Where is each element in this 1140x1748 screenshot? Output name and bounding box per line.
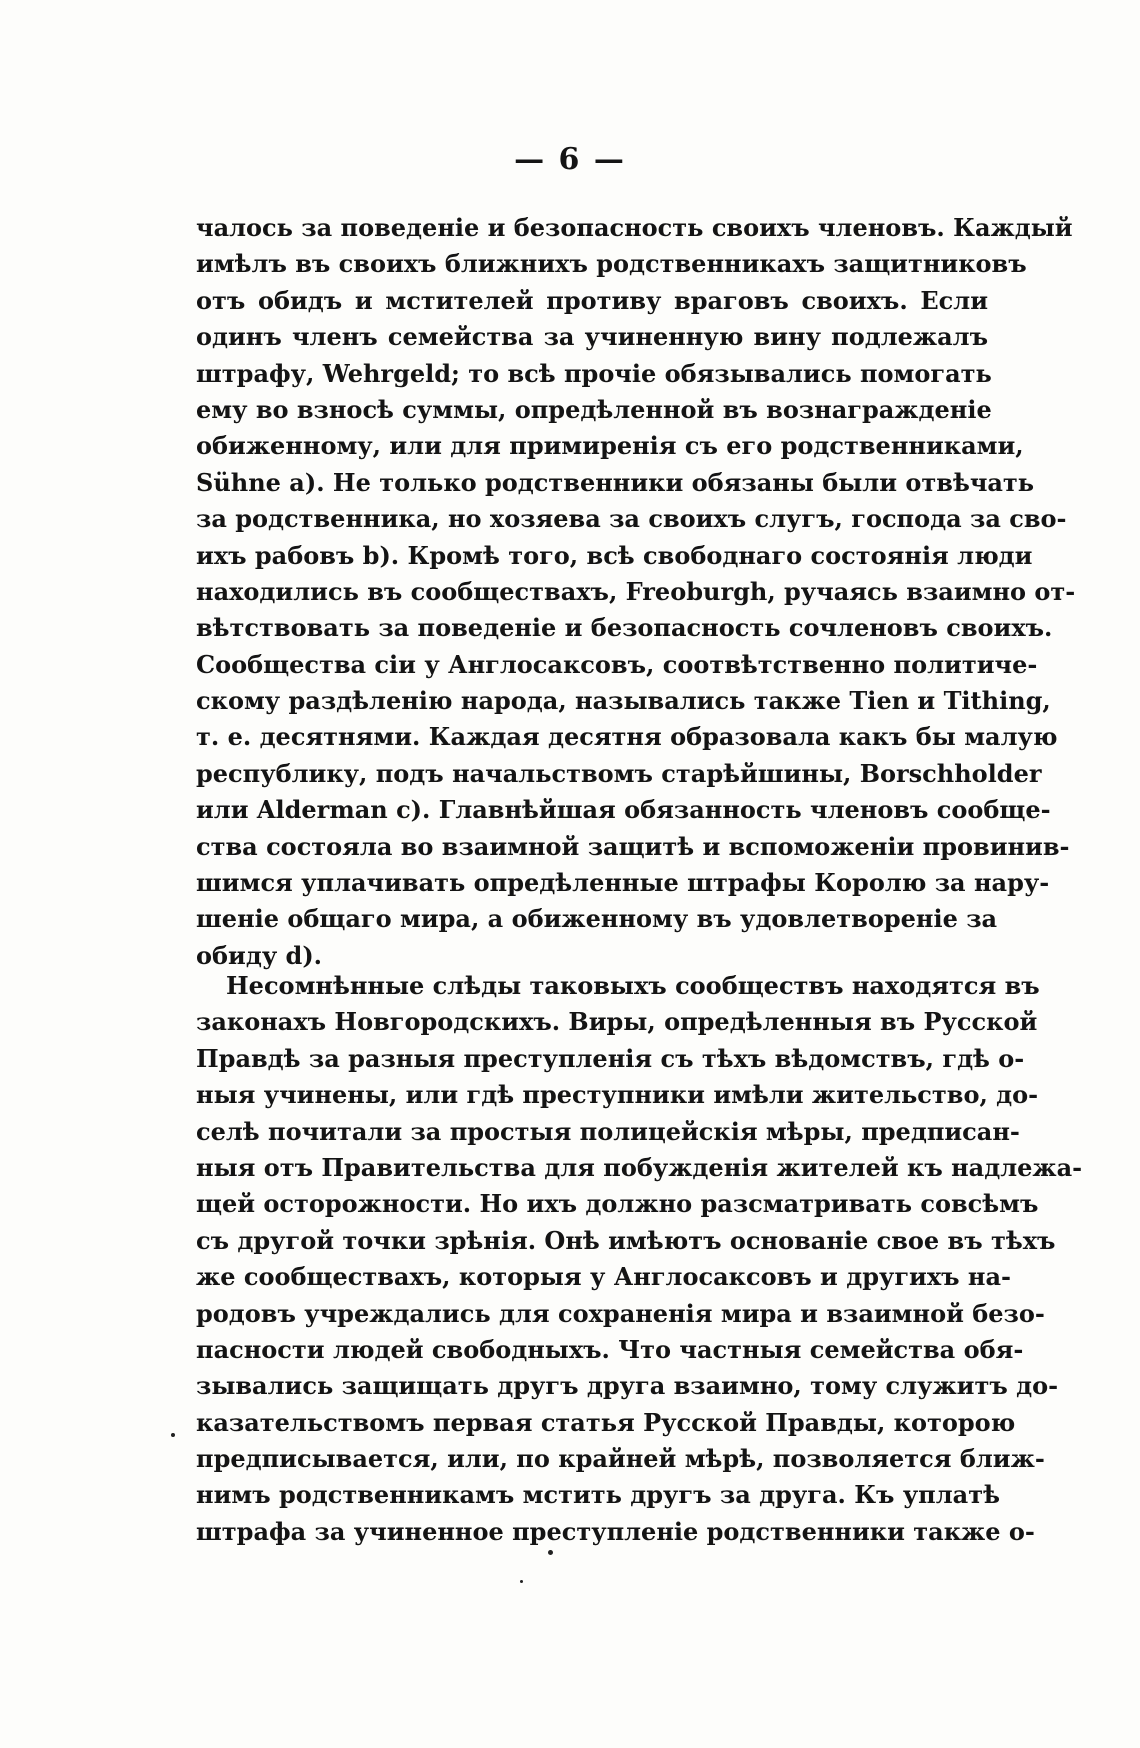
text-line: предписывается, или, по крайней мѣрѣ, позволяется ближ- (196, 1444, 1045, 1474)
text-line: одинъ членъ семейства за учиненную вину подлежалъ (196, 322, 988, 352)
text-line: Сообщества сіи у Англосаксовъ, соотвѣтственно политиче- (196, 649, 1038, 679)
text-line: ныя учинены, или гдѣ преступники имѣли жительство, до- (196, 1080, 1039, 1110)
page-number: — 6 — (514, 142, 626, 177)
text-line: находились въ сообществахъ, Freoburgh, ручаясь взаимно от- (196, 576, 1076, 606)
text-line: родовъ учреждались для сохраненія мира и взаимной безо- (196, 1298, 1045, 1328)
text-line: законахъ Новгородскихъ. Виры, опредѣленныя въ Русской (196, 1007, 1038, 1037)
text-line: казательствомъ первая статья Русской Правды, которою (196, 1407, 1016, 1437)
text-line: отъ обидъ и мстителей противу враговъ своихъ. Если (196, 285, 988, 315)
paragraph-2 (196, 968, 1083, 1550)
text-line: скому раздѣленію народа, назывались также Tien и Tithing, (196, 686, 1051, 716)
text-line: ихъ рабовъ b). Кромѣ того, всѣ свободнаго состоянія люди (196, 540, 1033, 570)
text-line: же сообществахъ, которыя у Англосаксовъ и другихъ на- (196, 1262, 1012, 1292)
text-line: вѣтствовать за поведеніе и безопасность сочленовъ своихъ. (196, 613, 1053, 643)
text-line: Правдѣ за разныя преступленія съ тѣхъ вѣдомствъ, гдѣ о- (196, 1043, 1025, 1073)
text-line: обиженному, или для примиренія съ его родственниками, (196, 431, 1024, 461)
text-line: ства состояла во взаимной защитѣ и вспоможеніи провинив- (196, 831, 1070, 861)
scan-speck (171, 1433, 175, 1437)
text-line: селѣ почитали за простыя полицейскія мѣры, предписан- (196, 1116, 1020, 1146)
text-line: шимся уплачивать опредѣленные штрафы Королю за нару- (196, 868, 1050, 898)
scan-speck (520, 1580, 523, 1583)
paragraph-1 (196, 210, 1076, 974)
text-line: или Alderman c). Главнѣйшая обязанность членовъ сообще- (196, 795, 1051, 825)
text-line: обиду d). (196, 940, 323, 970)
text-line: шеніе общаго мира, а обиженному въ удовлетвореніе за (196, 904, 998, 934)
text-line: ныя отъ Правительства для побужденія жителей къ надлежа- (196, 1152, 1083, 1182)
text-line: республику, подъ начальствомъ старѣйшины, Borschholder (196, 758, 1042, 788)
text-line: штрафа за учиненное преступленіе родственники также о- (196, 1516, 1035, 1546)
text-line: щей осторожности. Но ихъ должно разсматривать совсѣмъ (196, 1189, 1039, 1219)
text-line: Несомнѣнные слѣды таковыхъ сообществъ находятся въ (226, 971, 1040, 1000)
text-line: ему во взносѣ суммы, опредѣленной въ вознагражденіе (196, 394, 992, 424)
text-line: т. е. десятнями. Каждая десятня образовала какъ бы малую (196, 722, 1058, 752)
text-line: штрафу, Wehrgeld; то всѣ прочіе обязывались помогать (196, 358, 992, 388)
text-line: пасности людей свободныхъ. Что частныя семейства обя- (196, 1334, 1024, 1364)
text-line: чалось за поведеніе и безопасность своихъ членовъ. Каждый (196, 213, 1073, 242)
text-line: Sühne a). Не только родственники обязаны были отвѣчать (196, 467, 1035, 497)
text-line: имѣлъ въ своихъ ближнихъ родственникахъ защитниковъ (196, 249, 1027, 279)
text-line: за родственника, но хозяева за своихъ слугъ, господа за сво- (196, 504, 1067, 534)
scan-speck (548, 1550, 553, 1555)
text-line: зывались защищать другъ друга взаимно, тому служитъ до- (196, 1371, 1059, 1401)
text-line: съ другой точки зрѣнія. Онѣ имѣютъ основаніе свое въ тѣхъ (196, 1225, 1056, 1255)
text-line: нимъ родственникамъ мстить другъ за друга. Къ уплатѣ (196, 1480, 1000, 1510)
